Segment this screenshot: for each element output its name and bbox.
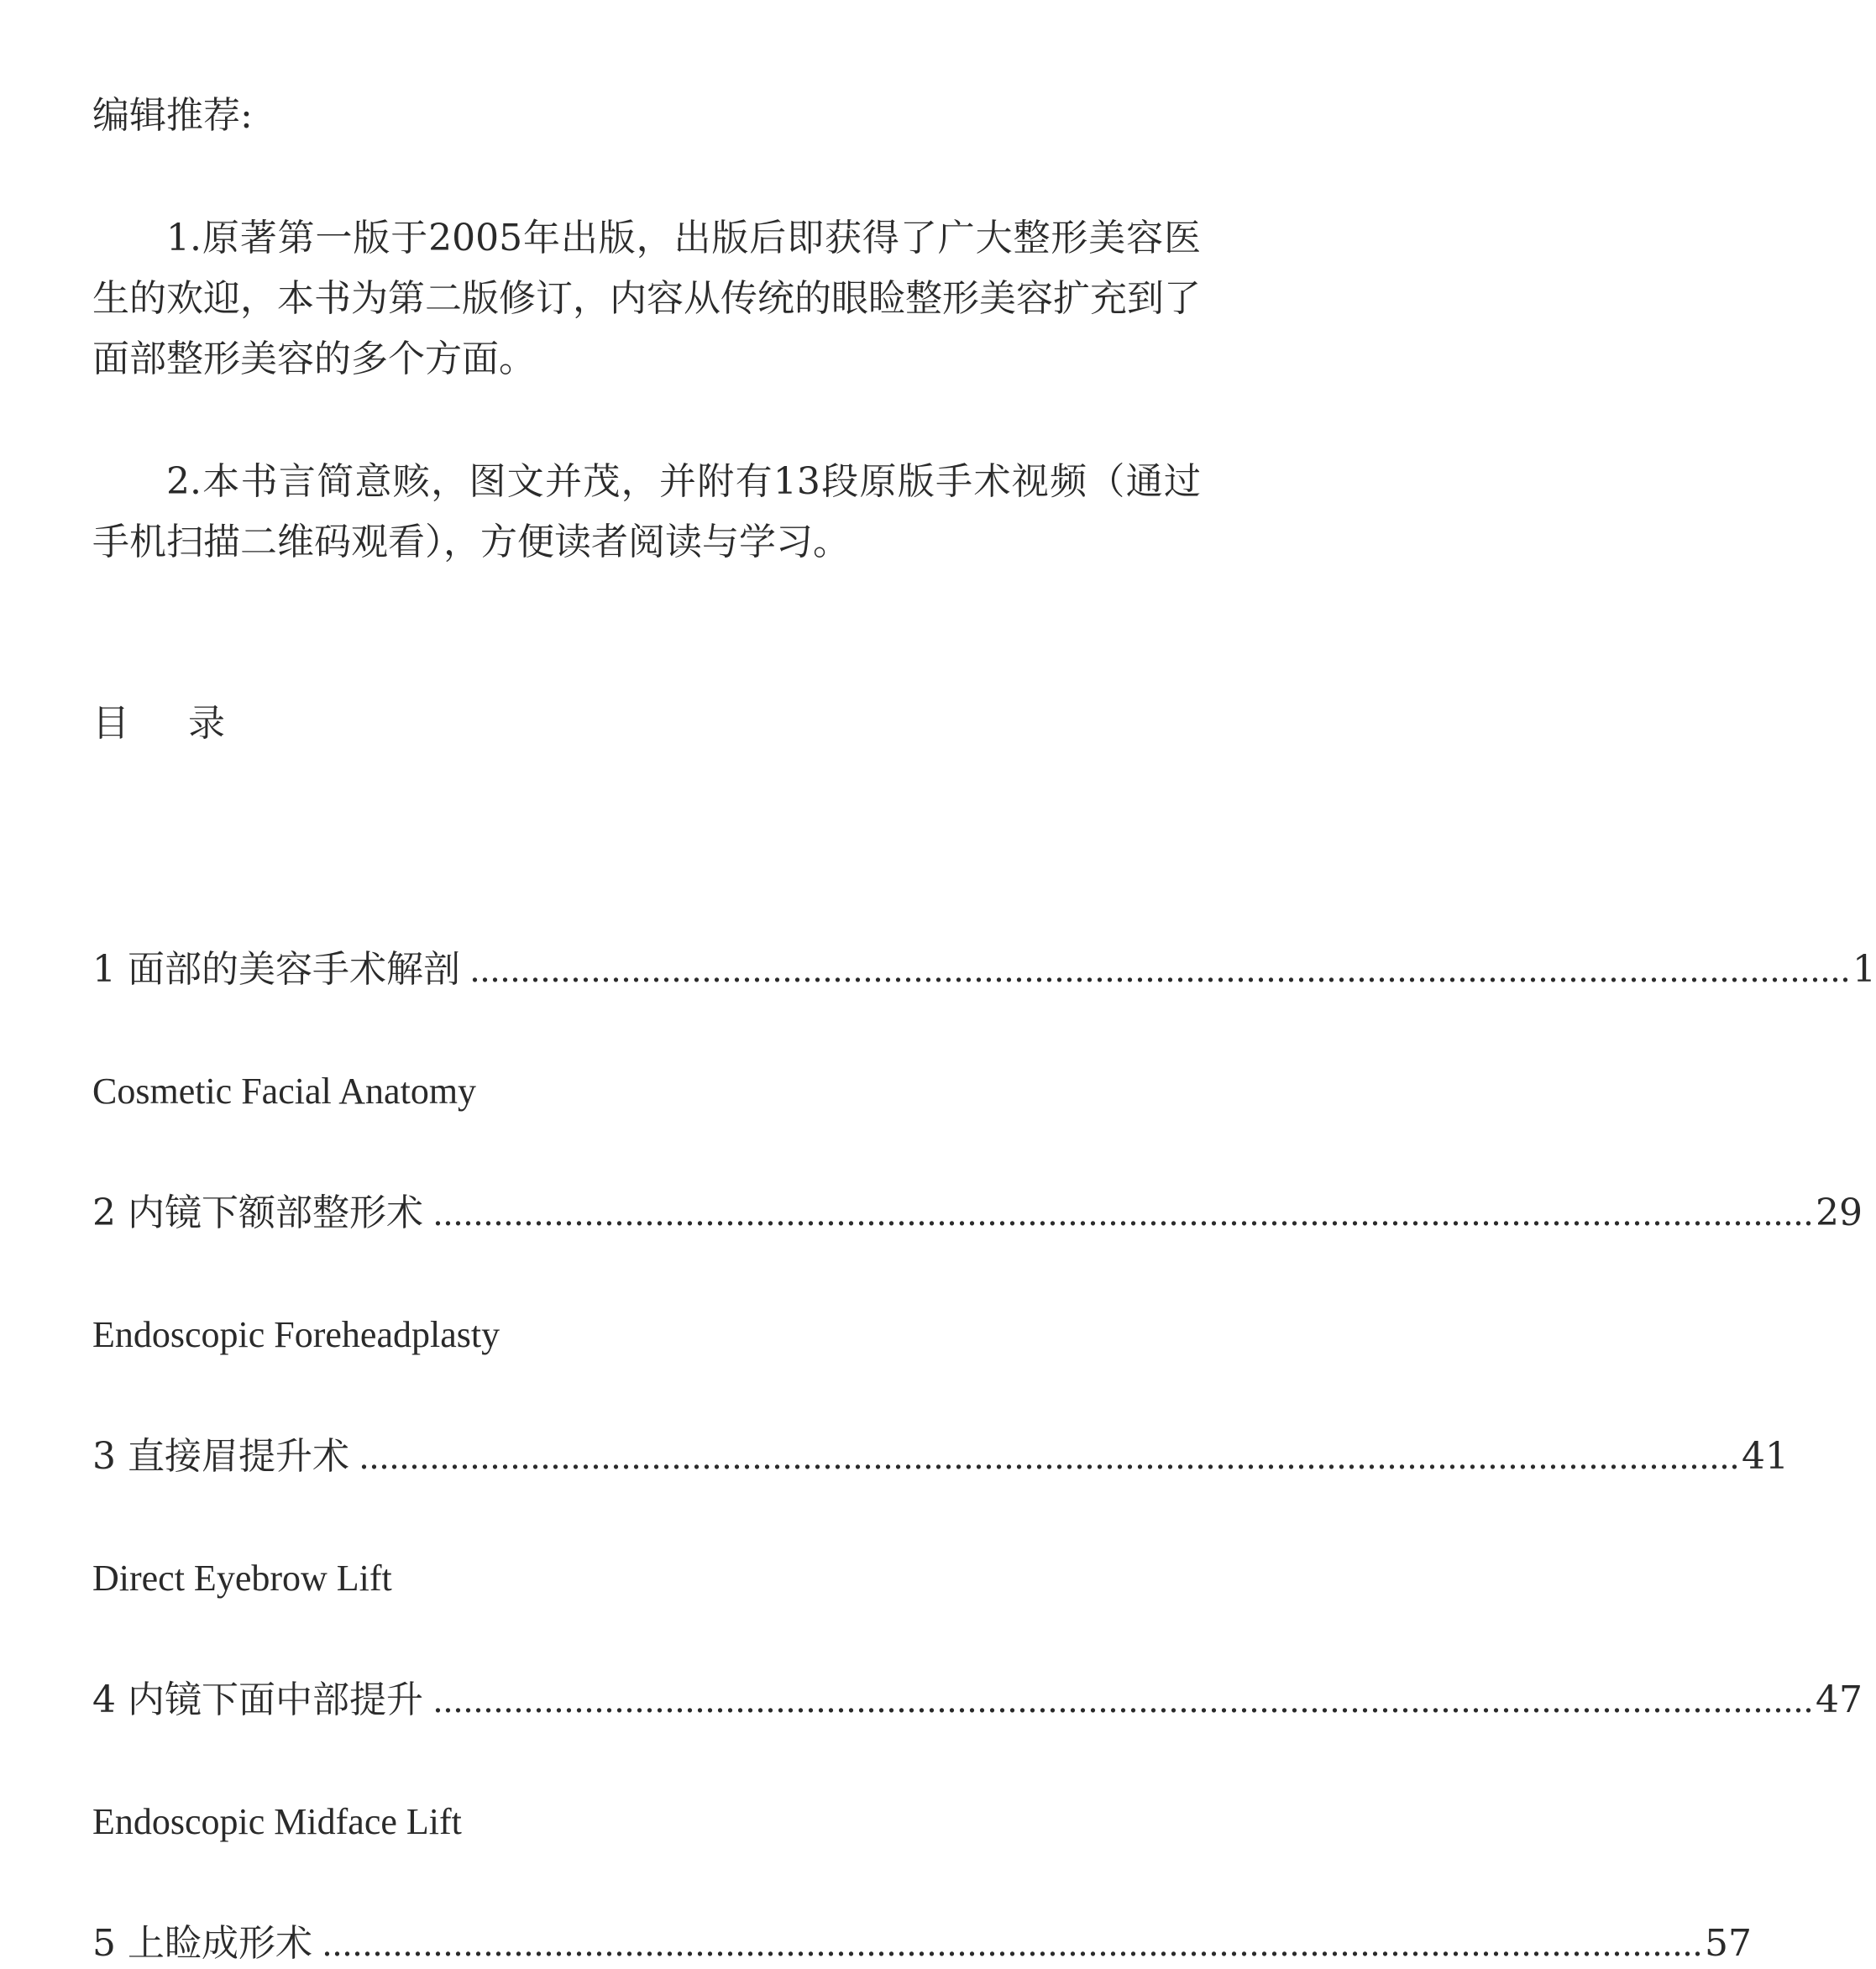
toc-entry-label: 1 面部的美容手术解剖 — [92, 948, 460, 991]
toc-leader-dots: ......................................................................................................................................... — [432, 1679, 1814, 1720]
toc-leader-dots: ......................................................................................................................................... — [322, 1923, 1703, 1964]
toc-entry-label: 5 上睑成形术 — [92, 1922, 312, 1965]
editor-recommendation-heading: 编辑推荐: — [92, 94, 253, 137]
toc-entry-english: Direct Eyebrow Lift — [92, 1558, 392, 1599]
toc-entry-english: Cosmetic Facial Anatomy — [92, 1071, 477, 1112]
toc-leader-dots: ......................................................................................................................................... — [359, 1436, 1740, 1477]
toc-entry-page: 41 — [1741, 1435, 1789, 1478]
toc-entry-page: 29 — [1815, 1191, 1863, 1234]
toc-entry-label: 2 内镜下额部整形术 — [92, 1191, 423, 1234]
toc-entry — [92, 1432, 1789, 1482]
toc-entry-label: 4 内镜下面中部提升 — [92, 1678, 423, 1721]
toc-entry-page: 47 — [1815, 1678, 1863, 1721]
recommendation-paragraph-2: 2.本书言简意赅，图文并茂，并附有13段原版手术视频（通过手机扫描二维码观看），方便读者阅读与学习。 — [92, 460, 1201, 563]
toc-title: 目 录 — [92, 702, 249, 745]
toc-entry — [92, 945, 1876, 995]
toc-entry-english: Endoscopic Foreheadplasty — [92, 1314, 500, 1355]
toc-entry-label: 3 直接眉提升术 — [92, 1435, 349, 1478]
toc-entry-english: Endoscopic Midface Lift — [92, 1801, 462, 1842]
toc-entry — [92, 1919, 1752, 1969]
toc-entry — [92, 1188, 1863, 1238]
toc-leader-dots: ......................................................................................................................................... — [432, 1192, 1814, 1233]
toc-entry-page: 1 — [1852, 948, 1876, 991]
recommendation-paragraph-1: 1.原著第一版于2005年出版，出版后即获得了广大整形美容医生的欢迎，本书为第二版修订，内容从传统的眼睑整形美容扩充到了面部整形美容的多个方面。 — [92, 217, 1201, 380]
toc-leader-dots: ......................................................................................................................................... — [469, 949, 1851, 990]
toc-entry — [92, 1675, 1863, 1725]
toc-entry-page: 57 — [1704, 1922, 1752, 1965]
